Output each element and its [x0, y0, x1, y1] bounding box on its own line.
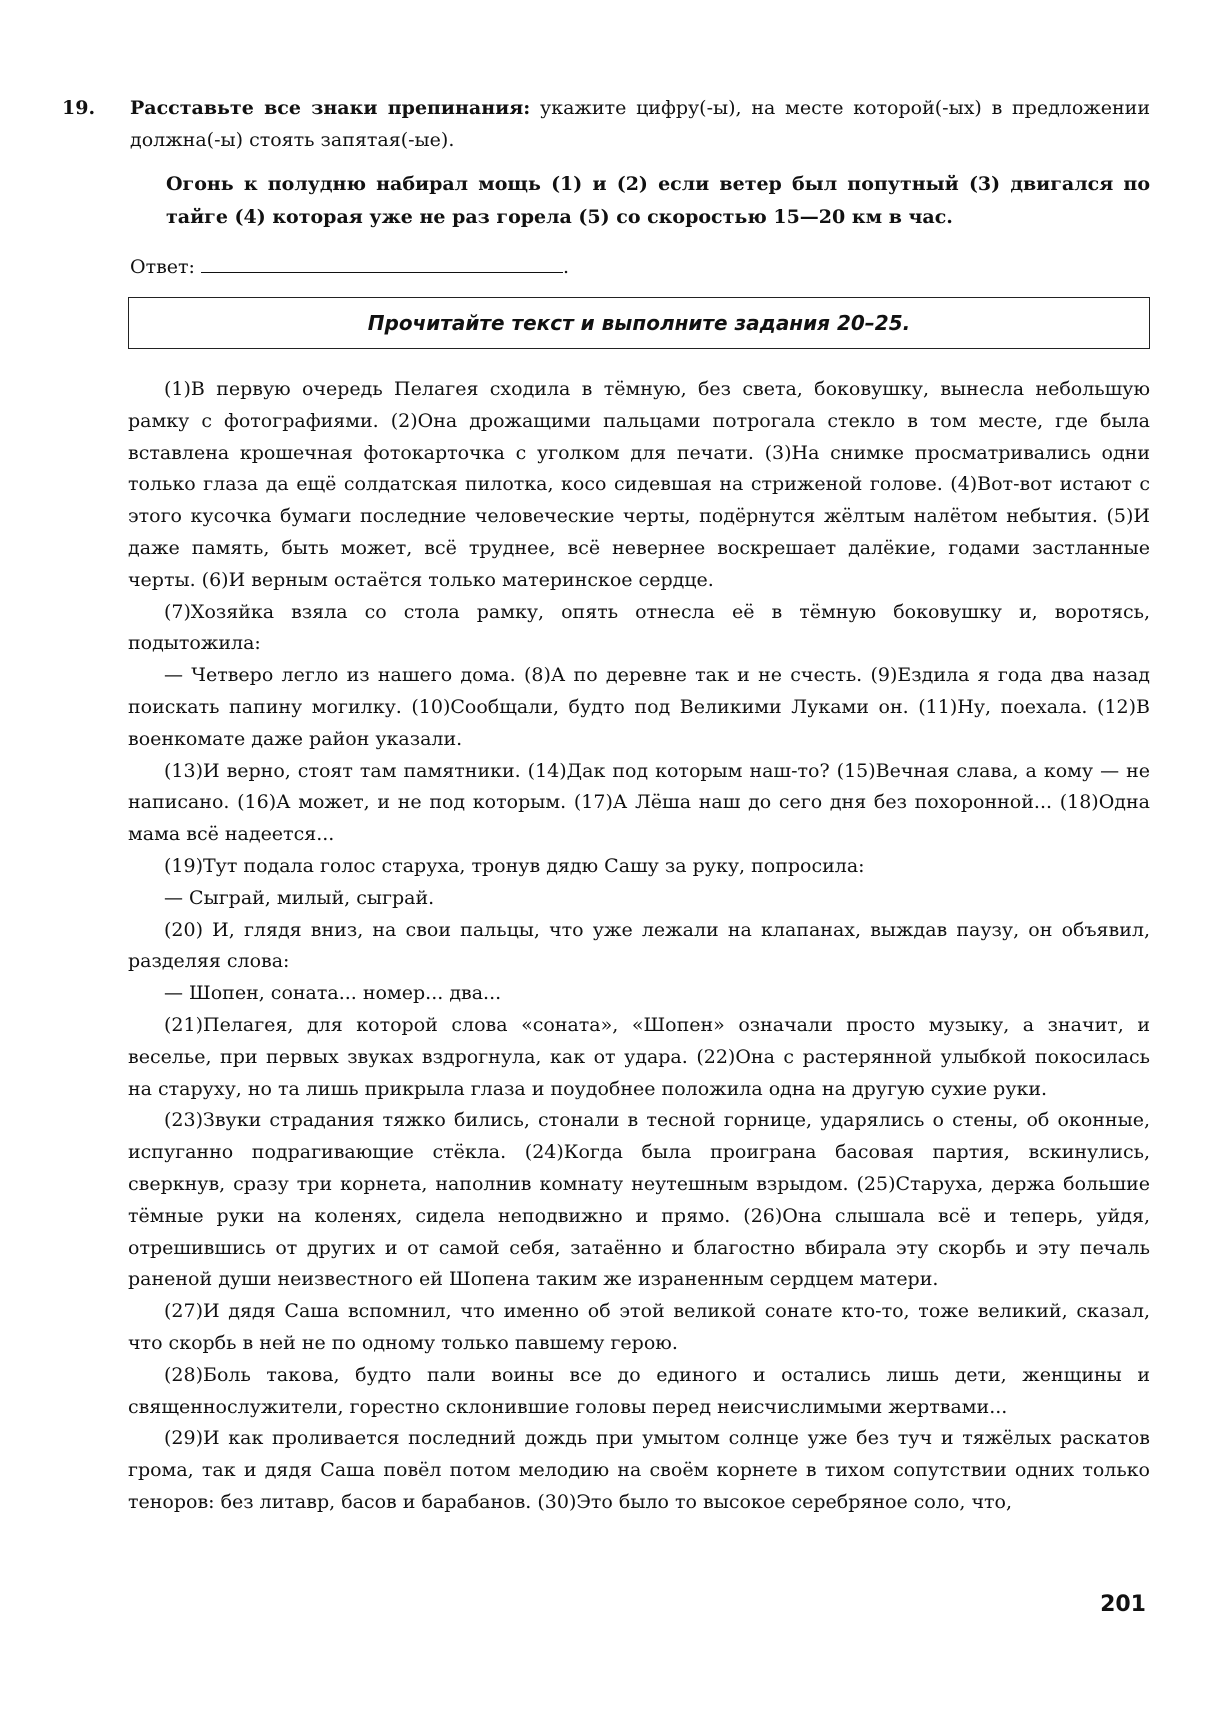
- text-paragraph: (27)И дядя Саша вспомнил, что именно об этой великой сонате кто-то, тоже великий, сказал, что скорбь в ней не по одному только павшему герою.: [128, 1300, 1150, 1354]
- reading-text: [128, 374, 1150, 1519]
- page-number: 201: [1100, 1592, 1146, 1617]
- text-paragraph: (20) И, глядя вниз, на свои пальцы, что уже лежали на клапанах, выждав паузу, он объявил, разделяя слова:: [128, 918, 1150, 973]
- answer-row: [130, 252, 1150, 282]
- text-paragraph: — Сыграй, милый, сыграй.: [164, 886, 435, 909]
- text-paragraph: (23)Звуки страдания тяжко бились, стонали в тесной горнице, ударялись о стены, об оконные, испуганно подрагивающие стёкла. (24)Когда была проиграна басовая партия, вскинулись, сверкнув, сразу три корнета, наполнив комнату неутешным взрыдом. (25)Старуха, держа большие тёмные руки на коленях, сидела неподвижно и прямо. (26)Она слышала всё и теперь, уйдя, отрешившись от других и от самой себя, затаённо и благостно вбирала эту скорбь и эту печаль раненой души неизвестного ей Шопена таким же израненным сердцем матери.: [128, 1109, 1150, 1291]
- text-paragraph: (21)Пелагея, для которой слова «соната», «Шопен» означали просто музыку, а значит, и веселье, при первых звуках вздрогнула, как от удара. (22)Она с растерянной улыбкой покосилась на старуху, но та лишь прикрыла глаза и поудобнее положила одна на другую сухие руки.: [128, 1013, 1150, 1100]
- answer-dot: .: [563, 256, 570, 278]
- text-paragraph: (7)Хозяйка взяла со стола рамку, опять отнесла её в тёмную боковушку и, воротясь, подытожила:: [128, 600, 1150, 655]
- task-number: 19.: [62, 97, 96, 119]
- text-paragraph: — Четверо легло из нашего дома. (8)А по деревне так и не счесть. (9)Ездила я года два назад поискать папину могилку. (10)Сообщали, будто под Великими Луками он. (11)Ну, поехала. (12)В военкомате даже район указали.: [128, 664, 1150, 750]
- text-paragraph: (13)И верно, стоят там памятники. (14)Дак под которым наш-то? (15)Вечная слава, а кому — не написано. (16)А может, и не под которым. (17)А Лёша наш до сего дня без похоронной... (18)Одна мама всё надеется...: [128, 759, 1150, 846]
- banner-text: Прочитайте текст и выполните задания 20–25.: [367, 311, 911, 335]
- task-instruction-text: укажите цифру(-ы), на месте которой(-ых) в предложении должна(-ы) стоять запятая(-ые).: [130, 97, 1150, 151]
- task-sentence: Огонь к полудню набирал мощь (1) и (2) если ветер был попутный (3) двигался по тайге (4) которая уже не раз горела (5) со скоростью 15—20 км в час.: [166, 173, 1150, 228]
- task-instruction: [130, 92, 1150, 156]
- answer-label: Ответ:: [130, 256, 195, 278]
- text-paragraph: (19)Тут подала голос старуха, тронув дядю Сашу за руку, попросила:: [164, 854, 865, 877]
- text-paragraph: (28)Боль такова, будто пали воины все до единого и остались лишь дети, женщины и священнослужители, горестно склонившие головы перед неисчислимыми жертвами...: [128, 1363, 1150, 1418]
- text-paragraph: (29)И как проливается последний дождь при умытом солнце уже без туч и тяжёлых раскатов грома, так и дядя Саша повёл потом мелодию на своём корнете в тихом сопутствии одних только теноров: без литавр, басов и барабанов. (30)Это было то высокое серебряное соло, что,: [128, 1427, 1150, 1513]
- task-title: Расставьте все знаки препинания:: [130, 97, 531, 119]
- text-paragraph: (1)В первую очередь Пелагея сходила в тёмную, без света, боковушку, вынесла небольшую рамку с фотографиями. (2)Она дрожащими пальцами потрогала стекло в том месте, где была вставлена крошечная фотокарточка с уголком для печати. (3)На снимке просматривались одни только глаза да ещё солдатская пилотка, косо сидевшая на стриженой голове. (4)Вот-вот истают с этого кусочка бумаги последние человеческие черты, подёрнутся жёлтым налётом небытия. (5)И даже память, быть может, всё труднее, всё невернее воскрешает далёкие, годами застланные черты. (6)И верным остаётся только материнское сердце.: [128, 378, 1150, 591]
- instruction-banner: [128, 297, 1150, 349]
- text-paragraph: — Шопен, соната... номер... два...: [164, 982, 502, 1005]
- task-19: [62, 92, 1150, 282]
- task-header: [62, 92, 1150, 156]
- answer-field[interactable]: [201, 252, 563, 273]
